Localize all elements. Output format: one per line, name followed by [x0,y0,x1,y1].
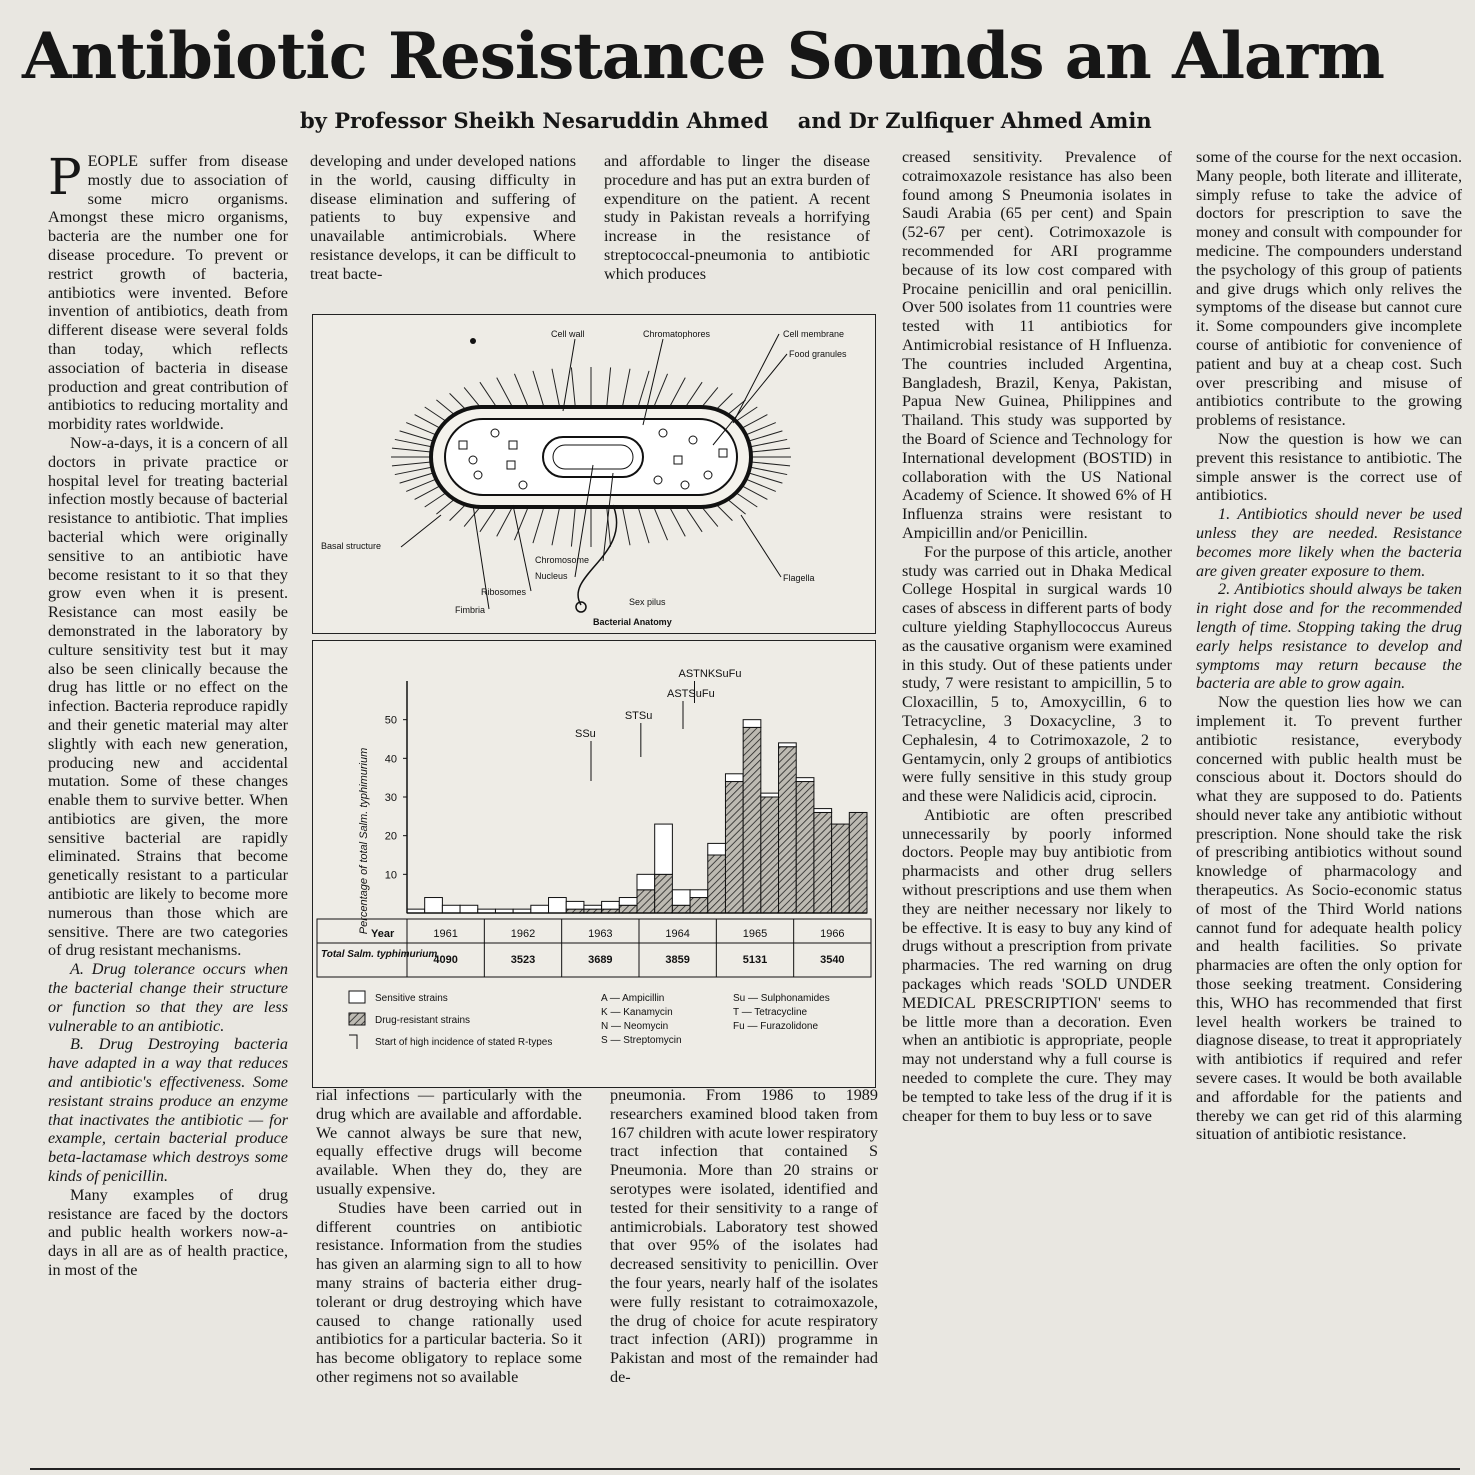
bar-sensitive [690,890,708,898]
author-1: by Professor Sheikh Nesaruddin Ahmed [300,108,769,133]
fimbria-hair [752,448,790,452]
fimbria-hair [552,508,559,545]
col5-para-4: 2. Antibiotics should always be taken in right dose and for the recommended length of time. Stopping taking the drug early helps resistance to develop and symptoms may return because the bacteria are able to grow again. [1196,580,1462,693]
col1-para-5: Many examples of drug resistance are faced by the doctors and public health workers now-a-days in all are as of health practice, in most of the [48,1185,288,1280]
fimbria-hair [653,505,668,540]
bar-sensitive [619,898,637,906]
total-cell: 3689 [588,954,613,966]
fimbria-hair [571,367,575,405]
bacterial-anatomy-figure [312,314,876,634]
chart-y-axis-label: Percentage of total Salm. typhimurium [358,747,370,935]
bar-drug-resistant [849,812,867,913]
label-chromosome: Chromosome [535,555,590,565]
col5-para-3: 1. Antibiotics should never be used unless they are needed. Resistance becomes more likely when the bacteria are given greater exposure to them. [1196,505,1462,580]
author-2: and Dr Zulfiquer Ahmed Amin [797,108,1152,133]
fimbria-hair [623,369,630,406]
bacterium-illustration [313,315,875,633]
fimbria-hair [623,508,630,545]
total-cell: 3540 [820,954,845,966]
label-flagella: Flagella [783,573,815,583]
bar-sensitive [761,793,779,797]
legend-resistant-swatch [349,1013,365,1025]
total-cell: 5131 [742,954,768,966]
bar-drug-resistant [725,782,743,913]
year-row-label: Year [371,928,395,940]
y-tick-label: 20 [384,830,397,843]
col1-para-3: A. Drug tolerance occurs when the bacterial change their structure or function so that they are less vulnerable to an antibiotic. [48,960,288,1035]
abbr-kanamycin: K — Kanamycin [601,1007,673,1018]
bar-sensitive [584,905,602,909]
col1-para-1: EOPLE suffer from disease mostly due to association of some micro organisms. Amongst these micro organisms, bacteria are the number one for disease procedure. To prevent or restrict growth of bacteria, antibiotics were invented. Before invention of antibiotics, death from different disease were several folds than today, which reflects association of bacteria in disease production and great contribution of antibiotics to reducing mortality and morbidity rates worldwide. [48,152,288,434]
abbr-ampicillin: A — Ampicillin [601,993,665,1004]
bar-sensitive [602,901,620,909]
label-food-granules: Food granules [789,349,847,359]
col4-para-3: Antibiotic are often prescribed unnecessarily by poorly informed doctors. People may buy antibiotic from pharmacists and other drug sellers without prescriptions and use them when they are neither necessary nor likely to be effective. It is easy to buy any kind of drugs without a prescription from private pharmacies. The red warning on drug packages which reads 'SOLD UNDER MEDICAL PRESCRIPTION' seems to be little more than a decoration. Even when an antibiotic is appropriate, people may not understand why a full course is needed to complete the cure. They may be tempted to take less of the drug if it is cheaper for them to buy less or to save [902,805,1172,1125]
fimbria-hair [638,507,649,543]
y-tick-label: 30 [384,792,397,804]
abbr-furazolidone: Fu — Furazolidone [733,1021,819,1032]
bar-sensitive [637,874,655,889]
fimbria-hair [638,371,649,407]
fimbria-hair [607,367,611,405]
bar-drug-resistant [637,890,655,913]
col3-top-text: and affordable to linger the disease procedure and has put an extra burden of expenditure on the patient. A recent study in Pakistan reveals a horrifying increase in the resistance of streptococcal-pneumonia to antibiotic which produces [604,152,870,283]
bar-drug-resistant [814,812,832,913]
bar-drug-resistant [619,905,637,913]
bar-drug-resistant [761,797,779,913]
resistance-chart-figure [312,640,876,1088]
col2-bottom-para-1: rial infections — particularly with the drug which are available and affordable. We cannot always be sure that new, equally effective drugs will become available. When they do, they are usually expensive. [316,1086,582,1198]
bottom-rule [30,1468,1460,1470]
col1-para-4: B. Drug Destroying bacteria have adapted in a way that reduces and antibiotic's effectiveness. Some resistant strains produce an enzyme that inactivates the antibiotic — for example, certain bacterial produce beta-lactamase which destroys some kinds of penicillin. [48,1035,288,1186]
col1-para-2: Now-a-days, it is a concern of all doctors in private practice or hospital level for treating bacterial infection mostly because of bacterial resistance to antibiotic. That implies bacterial which were originally sensitive to an antibiotic have become resistant to it so that they grow even when it is present. Resistance can most easily be demonstrated in the laboratory by culture sensitivity test but it may also be seen clinically because the drug has little or no effect on the infection. Bacteria reproduce rapidly and their genetic material may alter slightly with each new generation, producing new and accidental mutation. Some of these changes enable them to survive better. When antibiotics are given, the more sensitive bacterial are rapidly eliminated. Strains that become genetically resistant to a particular antibiotic are likely to become more numerous than those which are sensitive. There are two categories of drug resistant mechanisms. [48,433,288,960]
fimbria-hair [750,467,787,474]
bar-sensitive [442,905,460,913]
label-chromatophores: Chromatophores [643,329,711,339]
col5-para-1: some of the course for the next occasion. Many people, both literate and illiterate, simply refuse to take the advice of doctors for prescription to save the money and consult with compounder for medicine. The compounders understand the psychology of this group of patients and give drugs which only relives the symptoms of the disease but cannot cure it. Some compounders give incomplete course of antibiotic for convenience of patient and buy at a cheap cost. Such over prescribing and misuse of antibiotics contribute to the growing problems of resistance. [1196,148,1462,430]
total-cell: 4090 [433,954,458,966]
year-cell: 1964 [665,928,690,940]
fimbria-hair [392,462,430,466]
col3-bottom-text: pneumonia. From 1986 to 1989 researchers examined blood taken from 167 children with acute lower respiratory tract infection that contained S Pneumonia. More than 20 strains or serotypes were isolated, identified and tested for their sensitivity to a range of antimicrobials. Laboratory test showed that over 95% of the isolates had decreased sensitivity to penicillin. Over the four years, nearly half of the isolates were fully resistant to cotraimoxazole, the drug of choice for acute respiratory tract infection (ARI)) programme in Pakistan and most of the remainder had de- [610,1086,878,1386]
label-cell-wall: Cell wall [551,329,585,339]
legend-sensitive-swatch [349,991,365,1003]
annotation-label: ASTSuFu [667,688,715,700]
label-sex-pilus: Sex pilus [629,597,666,607]
resistance-bar-chart [313,641,875,1087]
bar-sensitive [725,774,743,782]
column-2-top [310,152,576,302]
abbr-streptomycin: S — Streptomycin [601,1035,682,1046]
col4-para-1: creased sensitivity. Prevalence of cotraimoxazole resistance has also been found among S Pneumonia isolates in Saudi Arabia (65 per cent) and Spain (52-67 per cent). Cotrimoxazole is recommended for ARI programme because of its low cost compared with Procaine penicillin and oral penicillin. Over 500 isolates from 11 countries were tested with 11 antibiotics for Antimicrobial resistance of H Influenza. The countries included Argentina, Bangladesh, Brazil, Kenya, Pakistan, Papua New Guinea, Philippines and Thailand. This study was supported by the Board of Science and Technology for International development (BOSTID) in collaboration with the US National Academy of Science. It showed 6% of H Influenza strains were resistant to Ampicillin and/or Penicillin. [902,148,1172,542]
legend-sensitive: Sensitive strains [375,993,448,1004]
bar-drug-resistant [655,874,673,913]
col5-para-5: Now the question lies how we can implement it. To prevent further antibiotic resistance, everybody concerned with public health must be conscious about it. Doctors should do what they are supposed to do. Patients should never take any antibiotic without prescription. None should take the risk of prescribing antibiotics without sound knowledge of pharmacology and therapeutics. As Socio-economic status of most of the Third World nations cannot fund for adequate health policy and health facilities. So private pharmacies are often the only option for those seeking treatment. Considering this, WHO has recommended that first level health workers be trained to diagnose disease, to treat it appropriately with antibiotics if required and refer severe cases. It would be both available and affordable for the patients and thereby we can get rid of this alarming situation of antibiotic resistance. [1196,693,1462,1144]
label-cell-membrane: Cell membrane [783,329,845,339]
bar-sensitive [531,905,549,913]
column-3-bottom [610,1086,878,1466]
bar-drug-resistant [832,824,850,913]
fimbria-hair [395,467,432,474]
abbr-tetracycline: T — Tetracycline [733,1007,808,1018]
legend-start-marker: Start of high incidence of stated R-types [375,1037,553,1048]
annotation-label: STSu [624,710,653,722]
col5-para-2: Now the question is how we can prevent this resistance to antibiotic. The simple answer is the correct use of antibiotics. [1196,429,1462,505]
cell-membrane-shape [445,419,737,495]
diagram-title: Bacterial Anatomy [593,617,672,627]
bar-sensitive [743,720,761,728]
column-4 [902,148,1172,1466]
bar-sensitive [549,898,567,913]
total-cell: 3859 [665,954,690,966]
bar-sensitive [566,901,584,909]
year-cell: 1965 [742,928,768,940]
year-cell: 1962 [510,928,536,940]
fimbria-hair [533,507,544,543]
bar-drug-resistant [672,905,690,913]
legend-resistant: Drug-resistant strains [375,1015,471,1026]
fimbria-hair [571,509,575,547]
bar-drug-resistant [690,898,708,913]
fimbria-hair [392,448,430,452]
year-cell: 1961 [433,928,458,940]
y-tick-label: 40 [384,753,397,766]
dot-marker [470,338,476,344]
total-cell: 3523 [510,954,536,966]
bar-sensitive [672,890,690,905]
column-5 [1196,148,1462,1466]
fimbria-hair [533,371,544,407]
bar-sensitive [779,743,797,747]
bar-sensitive [796,778,814,782]
label-nucleus: Nucleus [535,571,568,581]
label-ribosomes: Ribosomes [481,587,527,597]
col4-para-2: For the purpose of this article, another study was carried out in Dhaka Medical College Hospital in surgical wards 10 cases of abscess in different parts of body culture yielding Staphyllococcus Aureus as the causative organism were examined in this study. Out of these patients under study, 7 were resistant to ampicillin, 5 to Cloxacillin, 5 to, Amoxycillin, 6 to Tetracycline, 3 Doxacycline, 3 to Cephalesin, 4 to Cotrimoxazole, 2 to Gentamycin, only 2 groups of antibiotics were fully sensitive in this study group and these were Nalidicis acid, ciprocin. [902,542,1172,806]
fimbria-hair [653,374,668,409]
y-tick-label: 10 [384,869,397,882]
bar-drug-resistant [708,855,726,913]
bar-drug-resistant [779,747,797,913]
fimbria-hair [750,439,787,446]
fimbria-hair [395,439,432,446]
totals-row-label: Total Salm. typhimurium [321,949,438,960]
col2-bottom-para-2: Studies have been carried out in different countries on antibiotic resistance. Information from the studies has given an alarming sign to all to how many strains of bacteria either drug-tolerant or drug destroying which have caused to change rationally used antibiotics for a particular bacteria. So it has become obligatory to replace some other regimens not so available [316,1198,582,1386]
abbr-neomycin: N — Neomycin [601,1021,669,1032]
bar-sensitive [425,898,443,913]
bar-sensitive [655,824,673,874]
bar-drug-resistant [796,782,814,913]
label-fimbria: Fimbria [455,605,486,615]
column-1 [48,152,288,1464]
headline: Antibiotic Resistance Sounds an Alarm [22,19,1384,94]
byline [300,108,1200,133]
bar-sensitive [814,809,832,813]
label-basal-structure: Basal structure [321,541,382,551]
year-cell: 1966 [820,928,845,940]
dropcap: P [48,152,82,206]
bar-drug-resistant [743,727,761,913]
abbr-sulphonamides: Su — Sulphonamides [733,993,830,1004]
annotation-label: SSu [575,728,596,740]
year-cell: 1963 [588,928,613,940]
fimbria-hair [552,369,559,406]
y-tick-label: 50 [384,714,397,727]
column-2-bottom [316,1086,582,1466]
col2-top-text: developing and under developed nations in the world, causing difficulty in disease elimination and suffering of patients to buy expensive and unavailable antimicrobials. Where resistance develops, it can be difficult to treat bacte- [310,152,576,283]
fimbria-hair [514,374,529,409]
bar-sensitive [460,905,478,913]
bar-sensitive [708,843,726,855]
fimbria-hair [752,462,790,466]
annotation-label: ASTNKSuFu [678,668,742,680]
column-3-top [604,152,870,302]
legend-start-marker-icon [349,1035,357,1049]
